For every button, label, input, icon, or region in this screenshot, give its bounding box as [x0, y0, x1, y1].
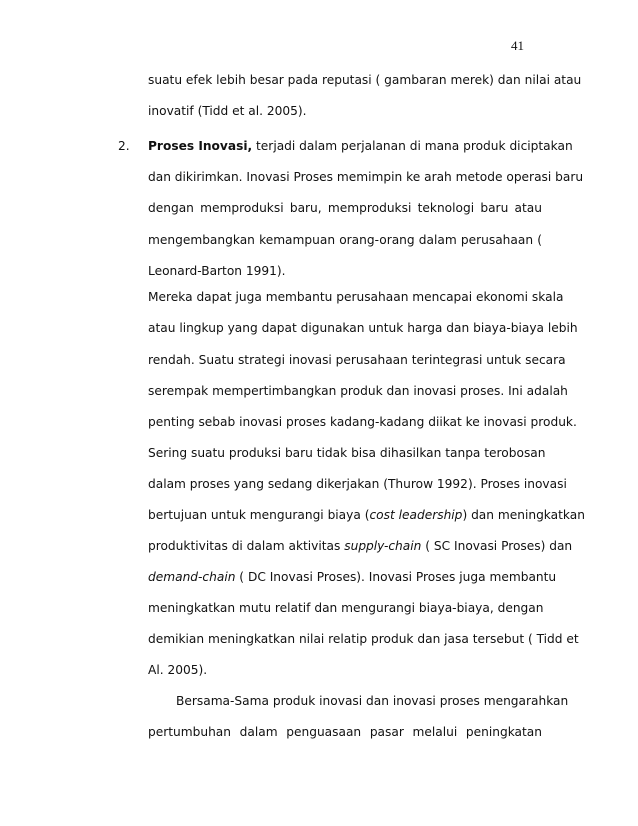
term-italic: demand-chain — [148, 570, 236, 584]
paragraph-first-line: Bersama-Sama produk inovasi dan inovasi proses mengarahkan — [176, 694, 569, 708]
term-italic: supply-chain — [344, 539, 422, 553]
text-line: demikian meningkatkan nilai relatip produk dan jasa tersebut ( Tidd et — [148, 632, 579, 646]
term-italic: cost leadership — [369, 508, 463, 522]
text-line: dan dikirimkan. Inovasi Proses memimpin ke arah metode operasi baru — [148, 170, 584, 184]
text-segment: ) dan meningkatkan — [462, 508, 585, 522]
text-segment: produktivitas di dalam aktivitas — [148, 539, 345, 553]
text-line: atau lingkup yang dapat digunakan untuk harga dan biaya-biaya lebih — [148, 321, 578, 335]
term-bold: Proses Inovasi, — [148, 139, 253, 153]
text-line — [148, 538, 573, 554]
text-line: suatu efek lebih besar pada reputasi ( gambaran merek) dan nilai atau — [148, 73, 582, 87]
text-line: meningkatkan mutu relatif dan mengurangi biaya-biaya, dengan — [148, 601, 544, 615]
text-line: rendah. Suatu strategi inovasi perusahaan terintegrasi untuk secara — [148, 353, 566, 367]
list-item-heading-line — [148, 138, 573, 154]
text-segment: ( DC Inovasi Proses). Inovasi Proses juga membantu — [235, 570, 557, 584]
text-line: Mereka dapat juga membantu perusahaan mencapai ekonomi skala — [148, 290, 564, 304]
text-line: inovatif (Tidd et al. 2005). — [148, 104, 307, 118]
text-line: dalam proses yang sedang dikerjakan (Thurow 1992). Proses inovasi — [148, 477, 567, 491]
text-segment: terjadi dalam perjalanan di mana produk diciptakan — [252, 139, 573, 153]
text-line: Al. 2005). — [148, 663, 208, 677]
text-line — [148, 569, 557, 585]
text-line: Leonard-Barton 1991). — [148, 264, 286, 278]
text-line: Sering suatu produksi baru tidak bisa dihasilkan tanpa terobosan — [148, 446, 546, 460]
text-line: dengan memproduksi baru, memproduksi teknologi baru atau — [148, 201, 542, 215]
text-segment: bertujuan untuk mengurangi biaya ( — [148, 508, 370, 522]
text-segment: ( SC Inovasi Proses) dan — [421, 539, 573, 553]
page-number: 41 — [511, 38, 524, 53]
text-line: penting sebab inovasi proses kadang-kadang diikat ke inovasi produk. — [148, 415, 577, 429]
text-line — [148, 507, 585, 523]
text-line: serempak mempertimbangkan produk dan inovasi proses. Ini adalah — [148, 384, 568, 398]
text-line: mengembangkan kemampuan orang-orang dalam perusahaan ( — [148, 233, 542, 247]
text-line: pertumbuhan dalam penguasaan pasar melalui peningkatan — [148, 725, 542, 739]
list-number: 2. — [118, 139, 130, 153]
